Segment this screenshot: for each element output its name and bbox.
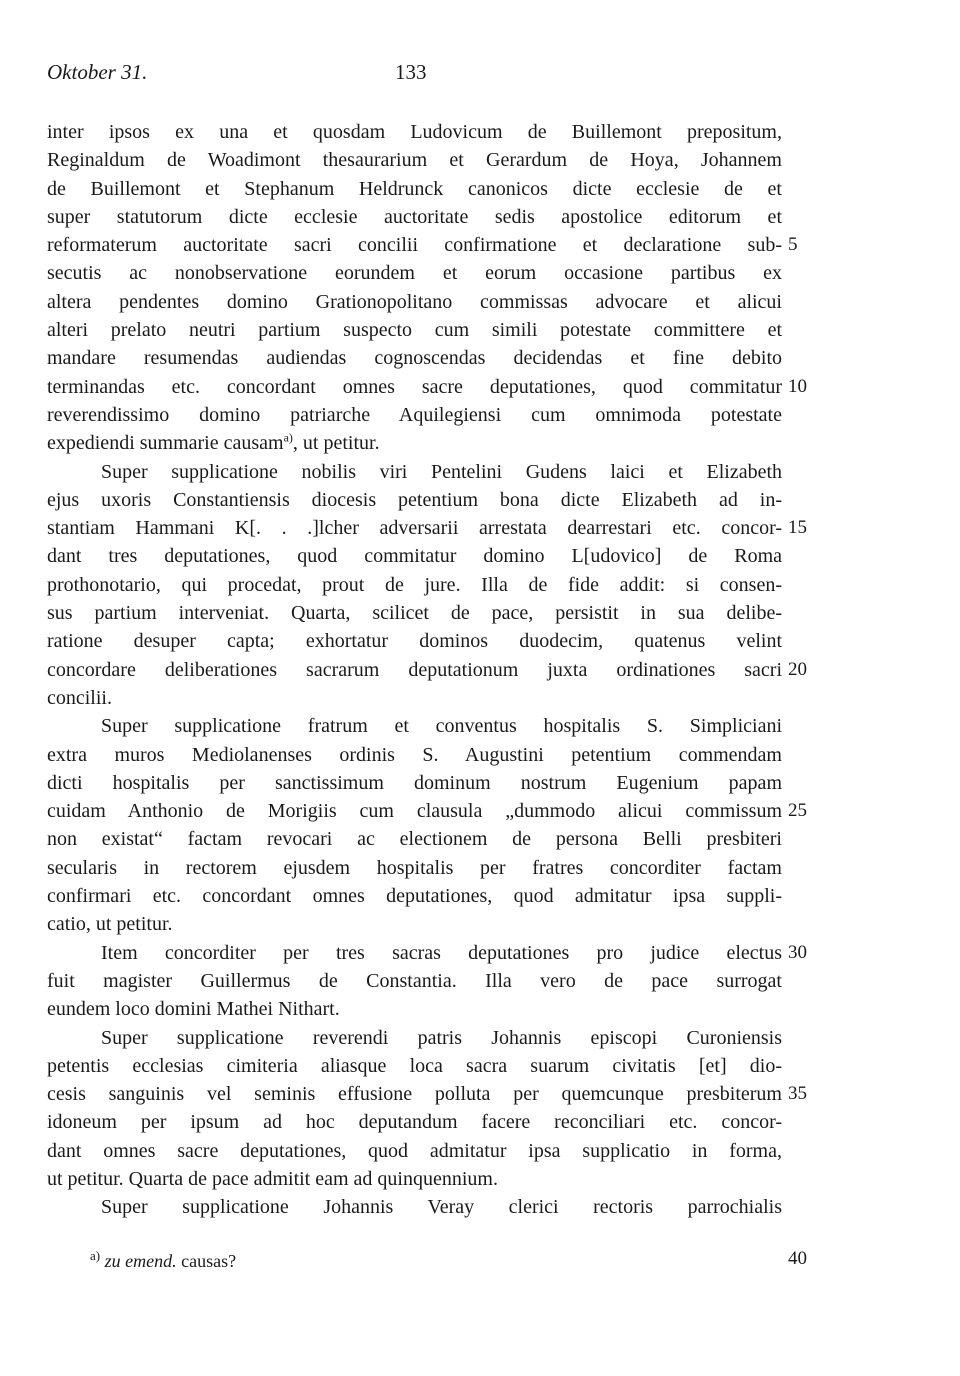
line-text: super statutorum dicte ecclesie auctoritate sedis apostolice editorum et [47, 205, 782, 228]
text-line [47, 259, 782, 287]
text-line [47, 1108, 782, 1136]
line-text: dant tres deputationes, quod commitatur domino L[udovico] de Roma [47, 545, 782, 568]
line-text: eundem loco domini Mathei Nithart. [47, 998, 340, 1021]
text-line [47, 118, 782, 146]
text-line [47, 627, 782, 655]
margin-line-number: 35 [788, 1083, 807, 1105]
text-line [47, 769, 782, 797]
line-text: idoneum per ipsum ad hoc deputandum facere reconciliari etc. concor- [47, 1111, 782, 1134]
body-text [47, 118, 782, 1222]
line-text: extra muros Mediolanenses ordinis S. Augustini petentium commendam [47, 743, 782, 766]
line-text: cesis sanguinis vel seminis effusione polluta per quemcunque presbiterum [47, 1083, 782, 1106]
margin-line-number: 15 [788, 517, 807, 539]
line-text: catio, ut petitur. [47, 913, 173, 936]
line-text: reformaterum auctoritate sacri concilii confirmatione et declaratione sub- [47, 234, 782, 257]
line-text: Super supplicatione nobilis viri Pentelini Gudens laici et Elizabeth [101, 460, 782, 483]
footnote-marker: a) [90, 1248, 101, 1263]
text-line [47, 882, 782, 910]
line-text: confirmari etc. concordant omnes deputationes, quod admitatur ipsa suppli- [47, 885, 782, 908]
line-text: altera pendentes domino Grationopolitano commissas advocare et alicui [47, 290, 782, 313]
line-text: cuidam Anthonio de Morigiis cum clausula „dummodo alicui commissum [47, 800, 782, 823]
footnote-line-number: 40 [788, 1248, 807, 1269]
text-line [47, 316, 782, 344]
page-header [47, 60, 782, 90]
running-head: Oktober 31. [47, 60, 148, 84]
text-line [47, 571, 782, 599]
text-line [47, 995, 782, 1023]
text-line [47, 514, 782, 542]
text-line [47, 1165, 782, 1193]
line-text: dant omnes sacre deputationes, quod admitatur ipsa supplicatio in forma, [47, 1139, 782, 1162]
text-line [47, 1193, 782, 1221]
line-text: mandare resumendas audiendas cognoscendas decidendas et fine debito [47, 347, 782, 370]
text-line [47, 797, 782, 825]
line-text: ejus uxoris Constantiensis diocesis petentium bona dicte Elizabeth ad in- [47, 488, 782, 511]
text-line [47, 741, 782, 769]
line-text: inter ipsos ex una et quosdam Ludovicum de Buillemont prepositum, [47, 121, 782, 143]
text-line [47, 458, 782, 486]
footnote [90, 1248, 236, 1272]
line-text-after: , ut petitur. [292, 432, 380, 455]
text-line [47, 231, 782, 259]
text-line [47, 429, 782, 457]
line-text: Reginaldum de Woadimont thesaurarium et Gerardum de Hoya, Johannem [47, 149, 782, 172]
line-text: ut petitur. Quarta de pace admitit eam ad quinquennium. [47, 1167, 498, 1190]
line-text: Super supplicatione Johannis Veray clerici rectoris parrochialis [101, 1196, 782, 1219]
text-line [47, 1137, 782, 1165]
footnote-italic: zu emend. [104, 1251, 177, 1271]
line-text: ratione desuper capta; exhortatur dominos duodecim, quatenus velint [47, 630, 782, 653]
margin-line-number: 10 [788, 375, 807, 397]
text-line [47, 288, 782, 316]
line-text: de Buillemont et Stephanum Heldrunck canonicos dicte ecclesie de et [47, 177, 782, 200]
text-line [47, 1024, 782, 1052]
line-text: sus partium interveniat. Quarta, scilicet de pace, persistit in sua delibe- [47, 602, 782, 625]
text-line [47, 825, 782, 853]
line-text: secularis in rectorem ejusdem hospitalis per fratres concorditer factam [47, 856, 782, 879]
text-line [47, 854, 782, 882]
line-text: petentis ecclesias cimiteria aliasque loca sacra suarum civitatis [et] dio- [47, 1054, 782, 1077]
line-text: reverendissimo domino patriarche Aquilegiensi cum omnimoda potestate [47, 403, 782, 426]
text-line [47, 203, 782, 231]
text-line [47, 684, 782, 712]
line-text: expediendi summarie causam [47, 432, 284, 455]
text-line [47, 910, 782, 938]
text-line [47, 401, 782, 429]
line-text: concordare deliberationes sacrarum deputationum juxta ordinationes sacri [47, 658, 782, 681]
text-line [47, 1052, 782, 1080]
text-line [47, 175, 782, 203]
line-text: prothonotario, qui procedat, prout de jure. Illa de fide addit: si consen- [47, 573, 782, 596]
text-line [47, 486, 782, 514]
line-text: terminandas etc. concordant omnes sacre deputationes, quod commitatur [47, 375, 782, 398]
text-line [47, 373, 782, 401]
text-line [47, 344, 782, 372]
text-line [47, 939, 782, 967]
line-text: fuit magister Guillermus de Constantia. Illa vero de pace surrogat [47, 969, 782, 992]
line-text: stantiam Hammani K[. . .]lcher adversarii arrestata dearrestari etc. concor- [47, 517, 782, 540]
margin-line-number: 5 [788, 234, 798, 256]
footnote-reference: a) [283, 430, 293, 445]
line-text: dicti hospitalis per sanctissimum dominum nostrum Eugenium papam [47, 771, 782, 794]
text-line [47, 967, 782, 995]
text-line [47, 542, 782, 570]
margin-line-number: 30 [788, 941, 807, 963]
page-number: 133 [395, 60, 427, 84]
text-line [47, 656, 782, 684]
line-text: secutis ac nonobservatione eorundem et eorum occasione partibus ex [47, 262, 782, 285]
line-text: Super supplicatione reverendi patris Johannis episcopi Curoniensis [101, 1026, 782, 1049]
line-text: non existat“ factam revocari ac electionem de persona Belli presbiteri [47, 828, 782, 851]
margin-line-number: 20 [788, 658, 807, 680]
text-line [47, 599, 782, 627]
margin-line-number: 25 [788, 800, 807, 822]
text-line [47, 146, 782, 174]
line-text: concilii. [47, 686, 112, 709]
text-line [47, 712, 782, 740]
line-text: Item concorditer per tres sacras deputationes pro judice electus [101, 941, 782, 964]
text-line [47, 1080, 782, 1108]
line-text: alteri prelato neutri partium suspecto cum simili potestate committere et [47, 319, 782, 342]
footnote-text: causas? [181, 1251, 237, 1271]
line-text: Super supplicatione fratrum et conventus hospitalis S. Simpliciani [101, 715, 782, 738]
